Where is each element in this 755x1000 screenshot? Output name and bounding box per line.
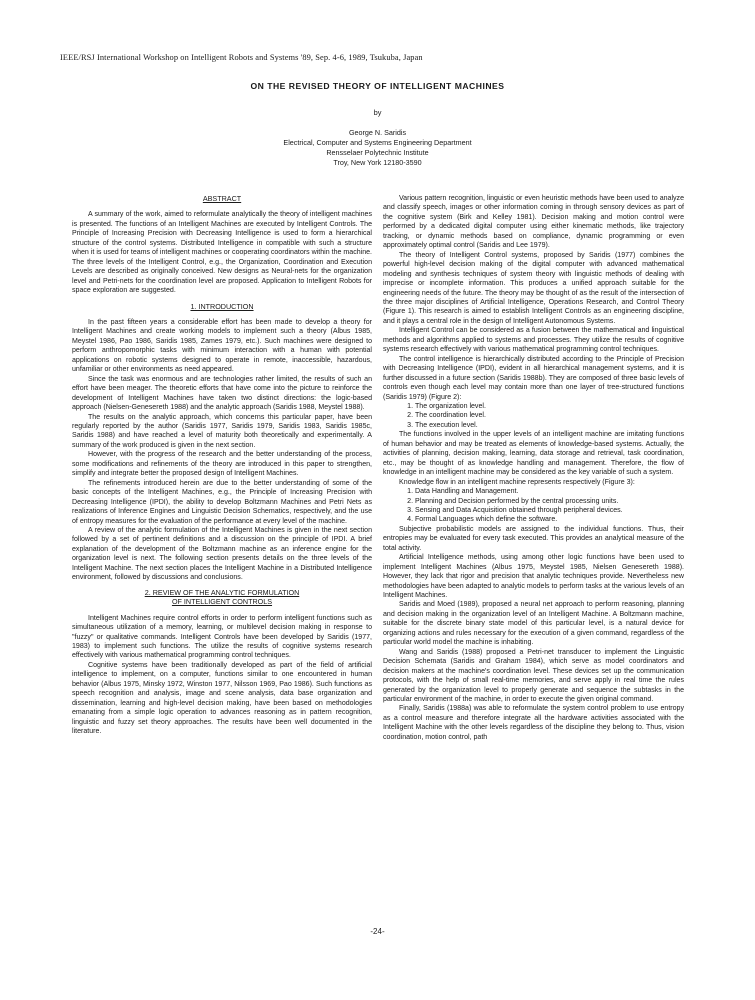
list-item: 3. Sensing and Data Acquisition obtained through peripheral devices.	[415, 506, 684, 515]
paragraph: Subjective probabilistic models are assigned to the individual functions. Thus, their entropies may be evaluated for every task executed. This provides an analytical measure of the total activity.	[383, 525, 684, 552]
review-heading-line1: 2. REVIEW OF THE ANALYTIC FORMULATION	[144, 587, 300, 597]
paragraph: Intelligent Machines require control efforts in order to perform intelligent functions such as simultaneous utilization of a memory, learning, or multilevel decision making in response to "fuzzy" or qualitative commands. Intelligent Controls have been developed by Saridis (1977, 1983) to implement such functions. The utilize the results of cognitive systems research effectively with various mathematical programming control techniques.	[72, 614, 372, 660]
author-institution: Rensselaer Polytechnic Institute	[326, 148, 429, 157]
paragraph: The results on the analytic approach, which concerns this particular paper, have been regularly reported by the author (Saridis 1977, Saridis 1979, Saridis 1983, Saridis 1985c, Saridis 1988) and have reached a level of maturity both theoretically and experimentally. A summary of the work produced is given in the next section.	[72, 413, 372, 449]
list-item: 1. Data Handling and Management.	[415, 487, 684, 496]
paragraph: A review of the analytic formulation of the Intelligent Machines is given in the next section followed by a set of pertinent definitions and a discussion on the principle of IPDI. A brief explanation of the development of the Boltzmann machine as an inference engine for the organization level is next. The following section presents details on the three levels of the Intelligent Machine. The next section places the Intelligent Machine in a Distributed Intelligence environment, followed by discussions and conclusions.	[72, 526, 372, 582]
paragraph: Knowledge flow in an intelligent machine represents respectively (Figure 3):	[399, 478, 635, 486]
paragraph: Various pattern recognition, linguistic or even heuristic methods have been used to analyze and classify speech, images or other information coming in through sensory devices as part of the cognitive system (Birk and Kelley 1981). Decision making and motion control were performed by a dedicated digital computer using either kinematic methods, like trajectory tracking, or dynamic methods based on compliance, dynamic programming or even approximately optimal control (Saridis and Lee 1979).	[383, 195, 684, 250]
author-address: Troy, New York 12180-3590	[333, 158, 422, 167]
list-item: 3. The execution level.	[415, 421, 684, 430]
conference-header: IEEE/RSJ International Workshop on Intelligent Robots and Systems '89, Sep. 4-6, 1989, Tsukuba, Japan	[60, 53, 423, 62]
page-number: -24-	[370, 927, 385, 936]
paragraph: The functions involved in the upper levels of an intelligent machine are imitating functions of human behavior and may be treated as elements of knowledge-based systems. Actually, the activities of planning, decision making, learning, data storage and retrieval, task coordination, etc., may be thought of as knowledge handling and management. Therefore, the flow of knowledge in an intelligent machine may be considered as the key variable of such a system.	[383, 431, 684, 477]
author-department: Electrical, Computer and Systems Engineering Department	[283, 138, 472, 147]
paper-title: ON THE REVISED THEORY OF INTELLIGENT MACHINES	[250, 81, 505, 91]
control-levels-list	[383, 402, 684, 430]
paragraph: However, with the progress of the research and the better understanding of the process, some modifications and refinements of the theory are introduced in this paper to strengthen, simplify and integrate better the proposed design of Intelligent Machines.	[72, 451, 372, 478]
list-item: 4. Formal Languages which define the software.	[415, 515, 684, 524]
abstract-text: A summary of the work, aimed to reformulate analytically the theory of intelligent machines is presented. The functions of an Intelligent Machines are executed by Intelligent Controls. The Principle of Increasing Precision with Decreasing Intelligence is used to form a hierarchical structure of the control systems. Distributed Intelligence in compatible with such a structure when it is used for teams of intelligent machines or cooperating coordinators within the machine. The three levels of the Intelligent Control, e.g., the Organization, Coordination and Execution Levels are described as originally conceived. New designs as Neural-nets for the organization level and Petri-nets for the coordination level are proposed. Application to Intelligent Robots for space exploration are suggested.	[72, 211, 372, 295]
paragraph: Intelligent Control can be considered as a fusion between the mathematical and linguistical methods and algorithms applied to systems and processes. They utilize the results of cognitive systems research effectively with various mathematical programming control techniques.	[383, 327, 684, 354]
list-item: 2. Planning and Decision performed by the central processing units.	[415, 497, 684, 506]
review-heading	[72, 588, 372, 607]
paragraph: Since the task was enormous and are technologies rather limited, the results of such an effort have been meager. The theoretic efforts that have come into the picture to reinforce the development of Intelligent Machines have taken two distinct directions: the logic-based approach (Nielsen-Genesereth 1988) and the analytic approach (Saridis 1988, Meystel 1988).	[72, 375, 372, 412]
by-line: by	[373, 108, 382, 117]
introduction-heading: 1. INTRODUCTION	[190, 301, 254, 311]
paragraph: The theory of Intelligent Control systems, proposed by Saridis (1977) combines the powerful high-level decision making of the digital computer with advanced mathematical modeling and synthesis techniques of system theory with linguistic methods of dealing with imprecise or incomplete information. This produces a unified approach suitable for the engineering needs of the future. The theory may be thought of as the result of the intersection of the three major disciplines of Artificial Intelligence, Operations Research, and Control Theory (Figure 1). This research is aimed to establish Intelligent Controls as an engineering discipline, and it plays a central role in the design of Intelligent Autonomous Systems.	[383, 251, 684, 325]
right-column	[383, 194, 684, 742]
author-name: George N. Saridis	[348, 128, 407, 137]
left-column	[72, 194, 372, 737]
knowledge-flow-list	[383, 487, 684, 525]
paragraph: Saridis and Moed (1989), proposed a neural net approach to perform reasoning, planning and decision making in the organization level of an Intelligent Machine. A Boltzmann machine, suitable for the discrete binary state model of this particular level, is a natural device for organizing actions and rules necessary for the execution of a given command, regardless of the particular world model the machine is inhabiting.	[383, 601, 684, 647]
paragraph: Finally, Saridis (1988a) was able to reformulate the system control problem to use entropy as a control measure and therefore integrate all the hardware activities associated with the Intelligent Machine with the other levels regardless of the discipline they belong to. Thus, vision coordination, motion control, path	[383, 705, 684, 741]
author-block	[0, 128, 755, 168]
paragraph: Artificial Intelligence methods, using among other logic functions have been used to implement Intelligent Machines (Albus 1975, Meystel 1985, Nielsen Genesereth 1988). However, they lack that rigor and precision that analytic techniques provide. Nevertheless new methodologies have been adapted to analytic models to perform tasks at the various levels of an Intelligent Machines.	[383, 554, 684, 600]
review-heading-line2: OF INTELLIGENT CONTROLS	[171, 597, 273, 607]
list-item: 1. The organization level.	[415, 402, 684, 411]
paragraph: Wang and Saridis (1988) proposed a Petri-net transducer to implement the Linguistic Decision Schemata (Saridis and Graham 1984), which serve as model coordinators and decision makers at the machine's coordination level. These devices set up the communication protocols, with the help of small real-time memories, and serve apply in real time the rules generated by the organization level to properly generate and sequence the subtasks in the particular environment of the machine, in order to execute the given original command.	[383, 648, 684, 704]
paragraph: The refinements introduced herein are due to the better understanding of some of the basic concepts of the Intelligent Machines, e.g., the Principle of Increasing Precision with Decreasing Intelligence (IPDI), the ability to develop Boltzmann Machines and Petri Nets as realizations of Inference Engines and Linguistic Decision Schematics, respectively, and the use of entropy measures for the evaluation of the performance at every level of the machine.	[72, 479, 372, 525]
paragraph: In the past fifteen years a considerable effort has been made to develop a theory for Intelligent Machines and create working models to implement such a theory (Albus 1985, Meystel 1986, Pao 1986, Saridis 1985, Zames 1979, etc.). Such machines were designed to perform anthropomorphic tasks with minimum interaction with a human with potential applications on robotic systems designed to operate in remote, inaccessible, hazardous, unfamiliar or other environments as need appeared.	[72, 318, 372, 374]
list-item: 2. The coordination level.	[415, 411, 684, 420]
paragraph: Cognitive systems have been traditionally developed as part of the field of artificial intelligence to implement, on a computer, functions similar to one encountered in human behavior (Albus 1975, Minsky 1972, Winston 1977, Nilsson 1969, Pao 1986). Such functions as speech recognition and analysis, image and scene analysis, data base organization and dissemination, learning and high-level decision making, have been based on methodologies emanating from a simple logic operation to advances reasoning as in pattern recognition, linguistic and fuzzy set theory approaches. The results have been well documented in the literature.	[72, 661, 372, 736]
paragraph: The control intelligence is hierarchically distributed according to the Principle of Precision with Decreasing Intelligence (IPDI), evident in all hierarchical management systems, and it is further discussed in a future section (Saridis 1988b). They are composed of three basic levels of controls even though each level may contain more than one layer of tree-structured functions (Saridis 1979) (Figure 2):	[383, 355, 684, 401]
abstract-heading: ABSTRACT	[202, 194, 242, 203]
